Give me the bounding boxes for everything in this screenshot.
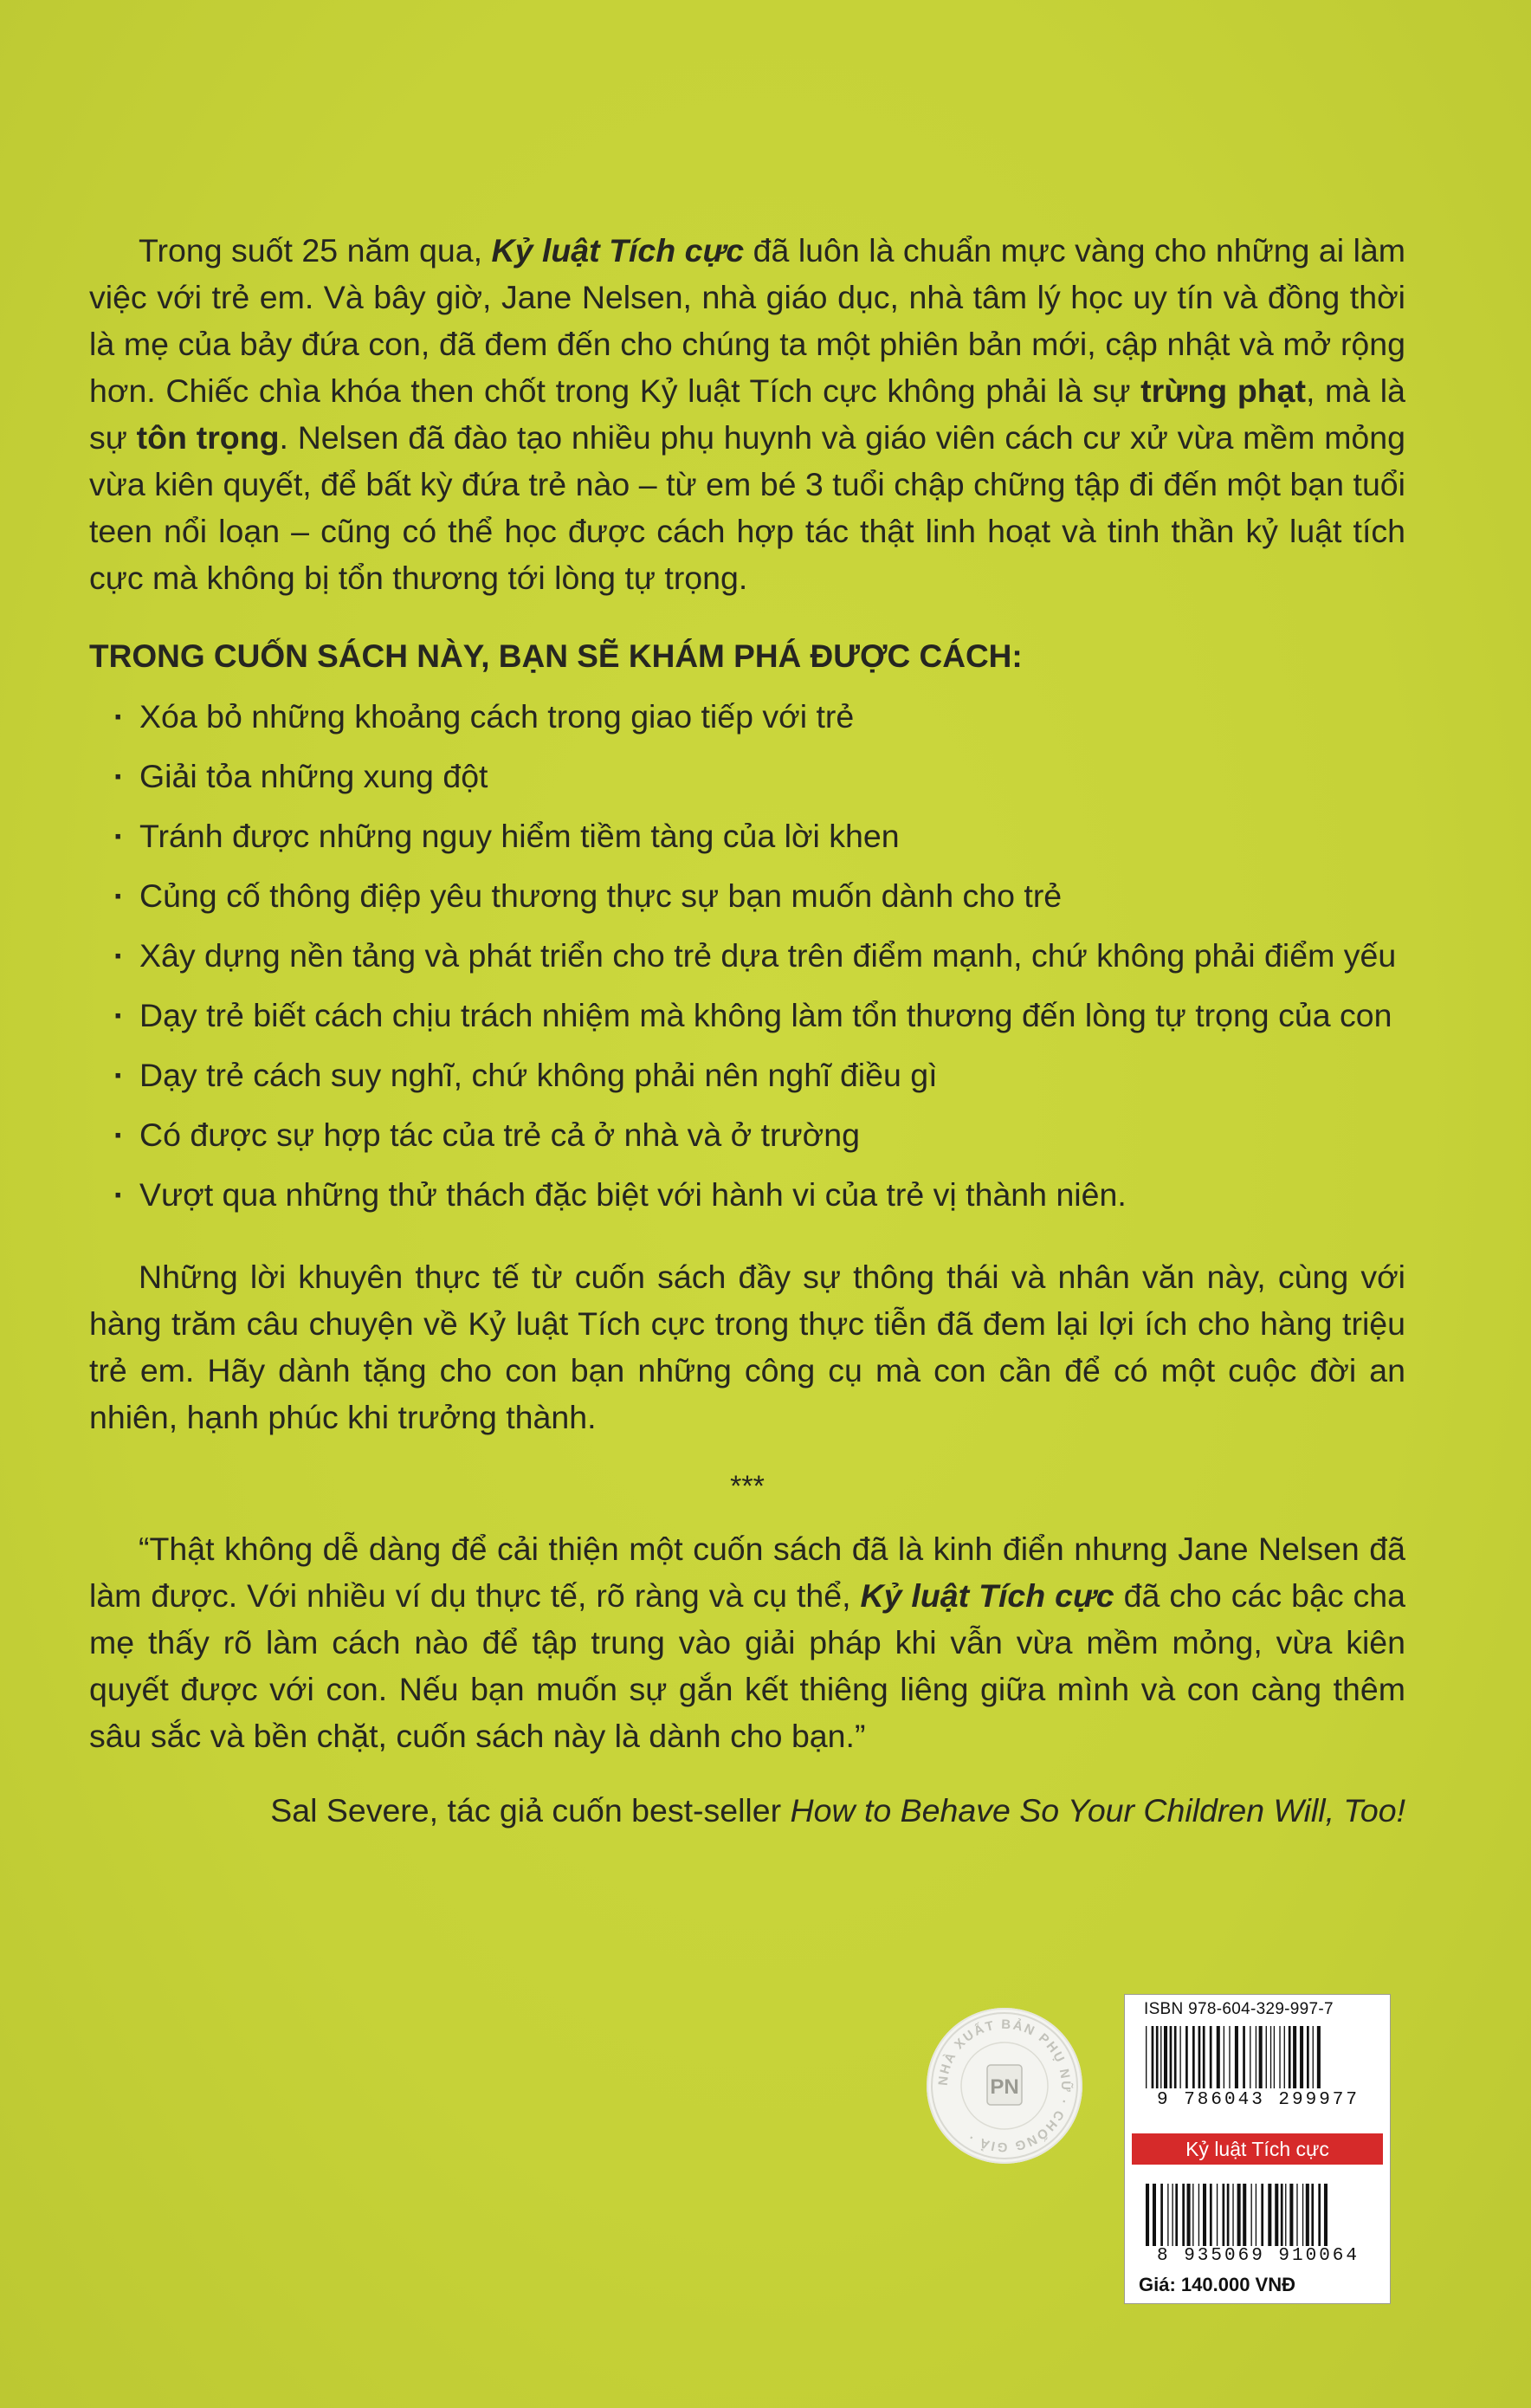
barcode-bar — [1261, 2184, 1263, 2246]
barcode-bar — [1313, 2026, 1314, 2088]
price-label: Giá: 140.000 VNĐ — [1139, 2274, 1295, 2295]
seal-graphic — [927, 2008, 1082, 2164]
quote-attribution — [89, 1787, 1405, 1834]
barcode-bar — [1243, 2184, 1246, 2246]
testimonial-quote — [89, 1525, 1405, 1759]
barcode-bar — [1251, 2184, 1252, 2246]
barcode-bar — [1198, 2026, 1201, 2088]
benefit-list — [89, 693, 1405, 1218]
barcode-bar — [1156, 2026, 1159, 2088]
barcode-bar — [1192, 2184, 1193, 2246]
section-heading: TRONG CUỐN SÁCH NÀY, BẠN SẼ KHÁM PHÁ ĐƯỢC CÁCH: — [89, 638, 1023, 674]
barcode-bar — [1296, 2184, 1297, 2246]
barcode-bar — [1175, 2184, 1178, 2246]
intro-text-4: . Nelsen đã đào tạo nhiều phụ huynh và giáo viên cách cư xử vừa mềm mỏng vừa kiên quyết, để bất kỳ đứa trẻ nào – từ em bé 3 tuổi chập chững tập đi đến một bạn tuổi teen nổi loạn – cũng có thể học được cách hợp tác thật linh hoạt và tinh thần kỷ luật tích cực mà không bị tổn thương tới lòng tự trọng. — [89, 419, 1405, 596]
seal-logo: PN — [990, 2075, 1019, 2099]
barcode-bar — [1160, 2184, 1163, 2246]
barcode-bar — [1232, 2184, 1233, 2246]
list-item: · Xóa bỏ những khoảng cách trong giao tiếp với trẻ — [89, 693, 1405, 740]
barcode-bar — [1284, 2026, 1285, 2088]
intro-text-1: Trong suốt 25 năm qua, — [139, 232, 492, 269]
barcode-bar — [1223, 2184, 1225, 2246]
quote-book-title: Kỷ luật Tích cực — [860, 1577, 1114, 1614]
barcode-bar — [1274, 2026, 1275, 2088]
cover-text — [89, 227, 1405, 1834]
barcode-bar — [1160, 2026, 1161, 2088]
barcode-bar — [1146, 2184, 1149, 2246]
closing-paragraph: Những lời khuyên thực tế từ cuốn sách đầy sự thông thái và nhân văn này, cùng với hàng trăm câu chuyện về Kỷ luật Tích cực trong thực tiễn đã đem lại lợi ích cho hàng triệu trẻ em. Hãy dành tặng cho con bạn những công cụ mà con cần để có một cuộc đời an nhiên, hạnh phúc khi trưởng thành. — [89, 1259, 1405, 1435]
barcode-bar — [1229, 2026, 1230, 2088]
list-item: · Dạy trẻ cách suy nghĩ, chứ không phải nên nghĩ điều gì — [89, 1052, 1405, 1098]
barcode-bar — [1289, 2026, 1291, 2088]
barcode-bar — [1270, 2026, 1271, 2088]
barcode-bar — [1311, 2184, 1314, 2246]
barcode-bar — [1259, 2026, 1263, 2088]
barcode-bar — [1237, 2184, 1241, 2246]
isbn-digits: 9 786043 299977 — [1156, 2090, 1360, 2110]
barcode-bar — [1170, 2026, 1172, 2088]
ean-barcode — [1144, 2184, 1371, 2246]
seal-ring-text: NHÀ XUẤT BẢN PHỤ NỮ · CHỐNG GIẢ · — [935, 2016, 1074, 2155]
barcode-bar — [1285, 2184, 1286, 2246]
intro-book-title: Kỷ luật Tích cực — [491, 232, 745, 269]
barcode-bar — [1227, 2184, 1230, 2246]
barcode-bar — [1179, 2026, 1180, 2088]
attribution-author: Sal Severe, tác giả cuốn best-seller — [270, 1792, 791, 1829]
barcode-bar — [1266, 2026, 1267, 2088]
attribution-work: How to Behave So Your Children Will, Too! — [790, 1792, 1405, 1829]
barcode-bar — [1210, 2026, 1212, 2088]
barcode-bar — [1306, 2184, 1309, 2246]
barcode-bar — [1307, 2026, 1309, 2088]
intro-bold-respect: tôn trọng — [136, 419, 280, 456]
barcode-bar — [1146, 2026, 1147, 2088]
barcode-bar — [1217, 2184, 1218, 2246]
list-item: · Có được sự hợp tác của trẻ cả ở nhà và ở trường — [89, 1111, 1405, 1158]
barcode-bar — [1324, 2184, 1328, 2246]
list-item: · Dạy trẻ biết cách chịu trách nhiệm mà không làm tổn thương đến lòng tự trọng của con — [89, 992, 1405, 1039]
book-title-band: Kỷ luật Tích cực — [1132, 2133, 1383, 2165]
barcode-bar — [1153, 2184, 1156, 2246]
intro-bold-punishment: trừng phạt — [1140, 372, 1306, 409]
list-item: · Tránh được những nguy hiểm tiềm tàng của lời khen — [89, 812, 1405, 859]
barcode-bar — [1243, 2026, 1245, 2088]
barcode-bar — [1164, 2026, 1167, 2088]
barcode-bar — [1268, 2184, 1271, 2246]
list-item: · Xây dựng nền tảng và phát triển cho trẻ dựa trên điểm mạnh, chứ không phải điểm yếu — [89, 932, 1405, 979]
list-item: · Vượt qua những thử thách đặc biệt với hành vi của trẻ vị thành niên. — [89, 1171, 1405, 1218]
isbn-label: ISBN 978-604-329-997-7 — [1144, 2000, 1334, 2018]
list-item: · Giải tỏa những xung đột — [89, 753, 1405, 799]
barcode-bar — [1275, 2184, 1278, 2246]
barcode-bar — [1182, 2184, 1185, 2246]
barcode-bar — [1174, 2026, 1177, 2088]
barcode-bar — [1210, 2184, 1212, 2246]
barcode-bar — [1300, 2026, 1303, 2088]
intro-paragraph — [89, 227, 1405, 601]
intro-text-2: đã luôn là chuẩn mực vàng cho những ai làm việc với trẻ em. Và bây giờ, Jane Nelsen, nhà giáo dục, nhà tâm lý học uy tín và đồng thời là mẹ của bảy đứa con, đã đem đến cho chúng ta một phiên bản mới, cập nhật và mở rộng hơn. Chiếc chìa khóa then chốt trong Kỷ luật Tích cực không phải là sự — [89, 232, 1405, 409]
barcode-bar — [1279, 2026, 1280, 2088]
barcode-bar — [1203, 2184, 1206, 2246]
barcode-bar — [1217, 2026, 1220, 2088]
intro-text-3: , mà là sự — [89, 372, 1405, 456]
barcode-bar — [1167, 2184, 1168, 2246]
barcode-bar — [1203, 2026, 1205, 2088]
barcode-bar — [1318, 2184, 1321, 2246]
barcode-label — [1124, 1994, 1391, 2304]
quote-text-2: đã cho các bậc cha mẹ thấy rõ làm cách nào để tập trung vào giải pháp khi vẫn vừa mềm mỏng, vừa kiên quyết được với con. Nếu bạn muốn sự gắn kết thiêng liêng giữa mình và con càng thêm sâu sắc và bền chặt, cuốn sách này là dành cho bạn.” — [89, 1577, 1406, 1754]
barcode-bar — [1289, 2184, 1293, 2246]
quote-text-1: “Thật không dễ dàng để cải thiện một cuốn sách đã là kinh điển nhưng Jane Nelsen đã làm được. Với nhiều ví dụ thực tế, rõ ràng và cụ thể, — [89, 1531, 1405, 1614]
barcode-bar — [1187, 2184, 1191, 2246]
separator: *** — [730, 1470, 765, 1503]
barcode-bar — [1235, 2026, 1238, 2088]
publisher-seal — [927, 2008, 1082, 2164]
barcode-bar — [1281, 2184, 1283, 2246]
barcode-bar — [1152, 2026, 1154, 2088]
ean-digits: 8 935069 910064 — [1156, 2246, 1360, 2266]
list-item: · Củng cố thông điệp yêu thương thực sự bạn muốn dành cho trẻ — [89, 872, 1405, 919]
barcode-bar — [1185, 2026, 1188, 2088]
isbn-barcode — [1144, 2026, 1371, 2088]
barcode-bar — [1198, 2184, 1199, 2246]
barcode-bar — [1317, 2026, 1321, 2088]
barcode-bar — [1192, 2026, 1195, 2088]
barcode-bar — [1293, 2026, 1296, 2088]
barcode-bar — [1302, 2184, 1303, 2246]
